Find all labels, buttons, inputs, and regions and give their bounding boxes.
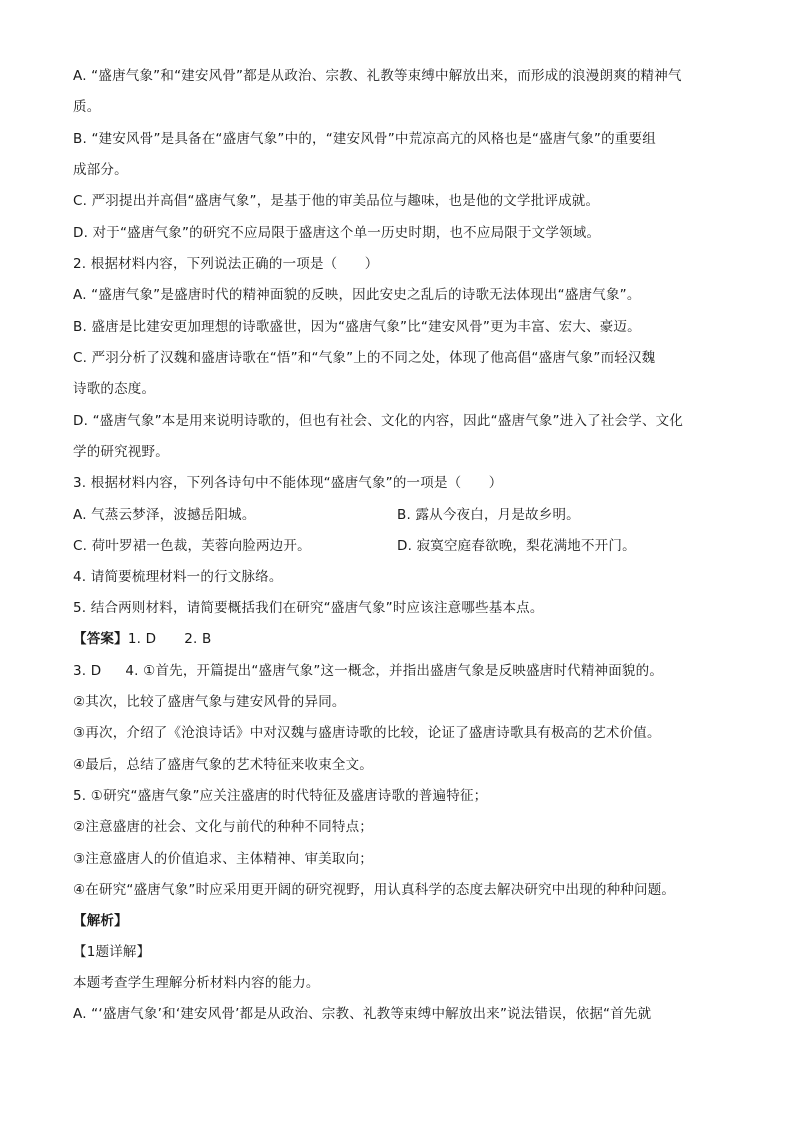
- answer-2: 2. B: [184, 631, 212, 647]
- answer-line: [73, 630, 723, 648]
- q3-option-c: C. 荷叶罗裙一色裁，芙蓉向脸两边开。: [73, 538, 311, 554]
- q2-option-c-line2: 诗歌的态度。: [73, 381, 156, 397]
- detail-option-a: A. “‘盛唐气象’和‘建安风骨’都是从政治、宗教、礼教等束缚中解放出来”说法错误，依据“首先就: [73, 1006, 652, 1022]
- answer-3-4-line: [73, 662, 723, 680]
- answer-4-first: 4. ①首先，开篇提出“盛唐气象”这一概念，并指出盛唐气象是反映盛唐时代精神面貌的。: [125, 663, 664, 679]
- question-5: 5. 结合两则材料，请简要概括我们在研究“盛唐气象”时应该注意哪些基本点。: [73, 600, 544, 616]
- q3-option-a: A. 气蒸云梦泽，波撼岳阳城。: [73, 507, 256, 523]
- question-2: 2. 根据材料内容，下列说法正确的一项是（ ）: [73, 256, 379, 272]
- q1-option-b-line1: B. “建安风骨”是具备在“盛唐气象”中的，“建安风骨”中荒凉高亢的风格也是“盛唐气象”的重要组: [73, 131, 656, 147]
- q1-option-a-line1: A. “盛唐气象”和“建安风骨”都是从政治、宗教、礼教等束缚中解放出来，而形成的浪漫朗爽的精神气: [73, 68, 682, 84]
- answer-1: 1. D: [127, 631, 157, 647]
- detail-title: 【1题详解】: [73, 944, 151, 960]
- q1-option-b-line2: 成部分。: [73, 162, 128, 178]
- answer-line-7: ③注意盛唐人的价值追求、主体精神、审美取向；: [73, 851, 374, 867]
- question-4: 4. 请简要梳理材料一的行文脉络。: [73, 569, 283, 585]
- answer-line-6: ②注意盛唐的社会、文化与前代的种种不同特点；: [73, 819, 374, 835]
- answer-3: 3. D: [73, 663, 102, 679]
- q3-options-row1: [73, 506, 723, 524]
- question-3: 3. 根据材料内容，下列各诗句中不能体现“盛唐气象”的一项是（ ）: [73, 475, 503, 491]
- q2-option-d-line2: 学的研究视野。: [73, 444, 169, 460]
- analysis-label: 【解析】: [73, 913, 128, 929]
- q3-option-d: D. 寂寞空庭春欲晚，梨花满地不开门。: [397, 538, 636, 554]
- detail-intro: 本题考查学生理解分析材料内容的能力。: [73, 975, 320, 991]
- q2-option-b: B. 盛唐是比建安更加理想的诗歌盛世，因为“盛唐气象”比“建安风骨”更为丰富、宏大、豪迈。: [73, 319, 641, 335]
- answer-label: 【答案】: [73, 631, 128, 647]
- q2-option-c-line1: C. 严羽分析了汉魏和盛唐诗歌在“悟”和“气象”上的不同之处，体现了他高倡“盛唐气象”而轻汉魏: [73, 350, 656, 366]
- answer-line-5: 5. ①研究“盛唐气象”应关注盛唐的时代特征及盛唐诗歌的普遍特征；: [73, 788, 488, 804]
- answer-line-3: ③再次，介绍了《沧浪诗话》中对汉魏与盛唐诗歌的比较，论证了盛唐诗歌具有极高的艺术价值。: [73, 725, 661, 741]
- q3-options-row2: [73, 537, 723, 555]
- answer-line-4: ④最后，总结了盛唐气象的艺术特征来收束全文。: [73, 757, 374, 773]
- q2-option-d-line1: D. “盛唐气象”本是用来说明诗歌的，但也有社会、文化的内容，因此“盛唐气象”进入了社会学、文化: [73, 413, 684, 429]
- q3-option-b: B. 露从今夜白，月是故乡明。: [397, 507, 580, 523]
- q1-option-c: C. 严羽提出并高倡“盛唐气象”，是基于他的审美品位与趣味，也是他的文学批评成就。: [73, 193, 600, 209]
- q1-option-d: D. 对于“盛唐气象”的研究不应局限于盛唐这个单一历史时期，也不应局限于文学领域。: [73, 225, 601, 241]
- q2-option-a: A. “盛唐气象”是盛唐时代的精神面貌的反映，因此安史之乱后的诗歌无法体现出“盛唐气象”。: [73, 287, 641, 303]
- answer-line-8: ④在研究“盛唐气象”时应采用更开阔的研究视野，用认真科学的态度去解决研究中出现的种种问题。: [73, 882, 676, 898]
- answer-line-2: ②其次，比较了盛唐气象与建安风骨的异同。: [73, 694, 346, 710]
- q1-option-a-line2: 质。: [73, 99, 101, 115]
